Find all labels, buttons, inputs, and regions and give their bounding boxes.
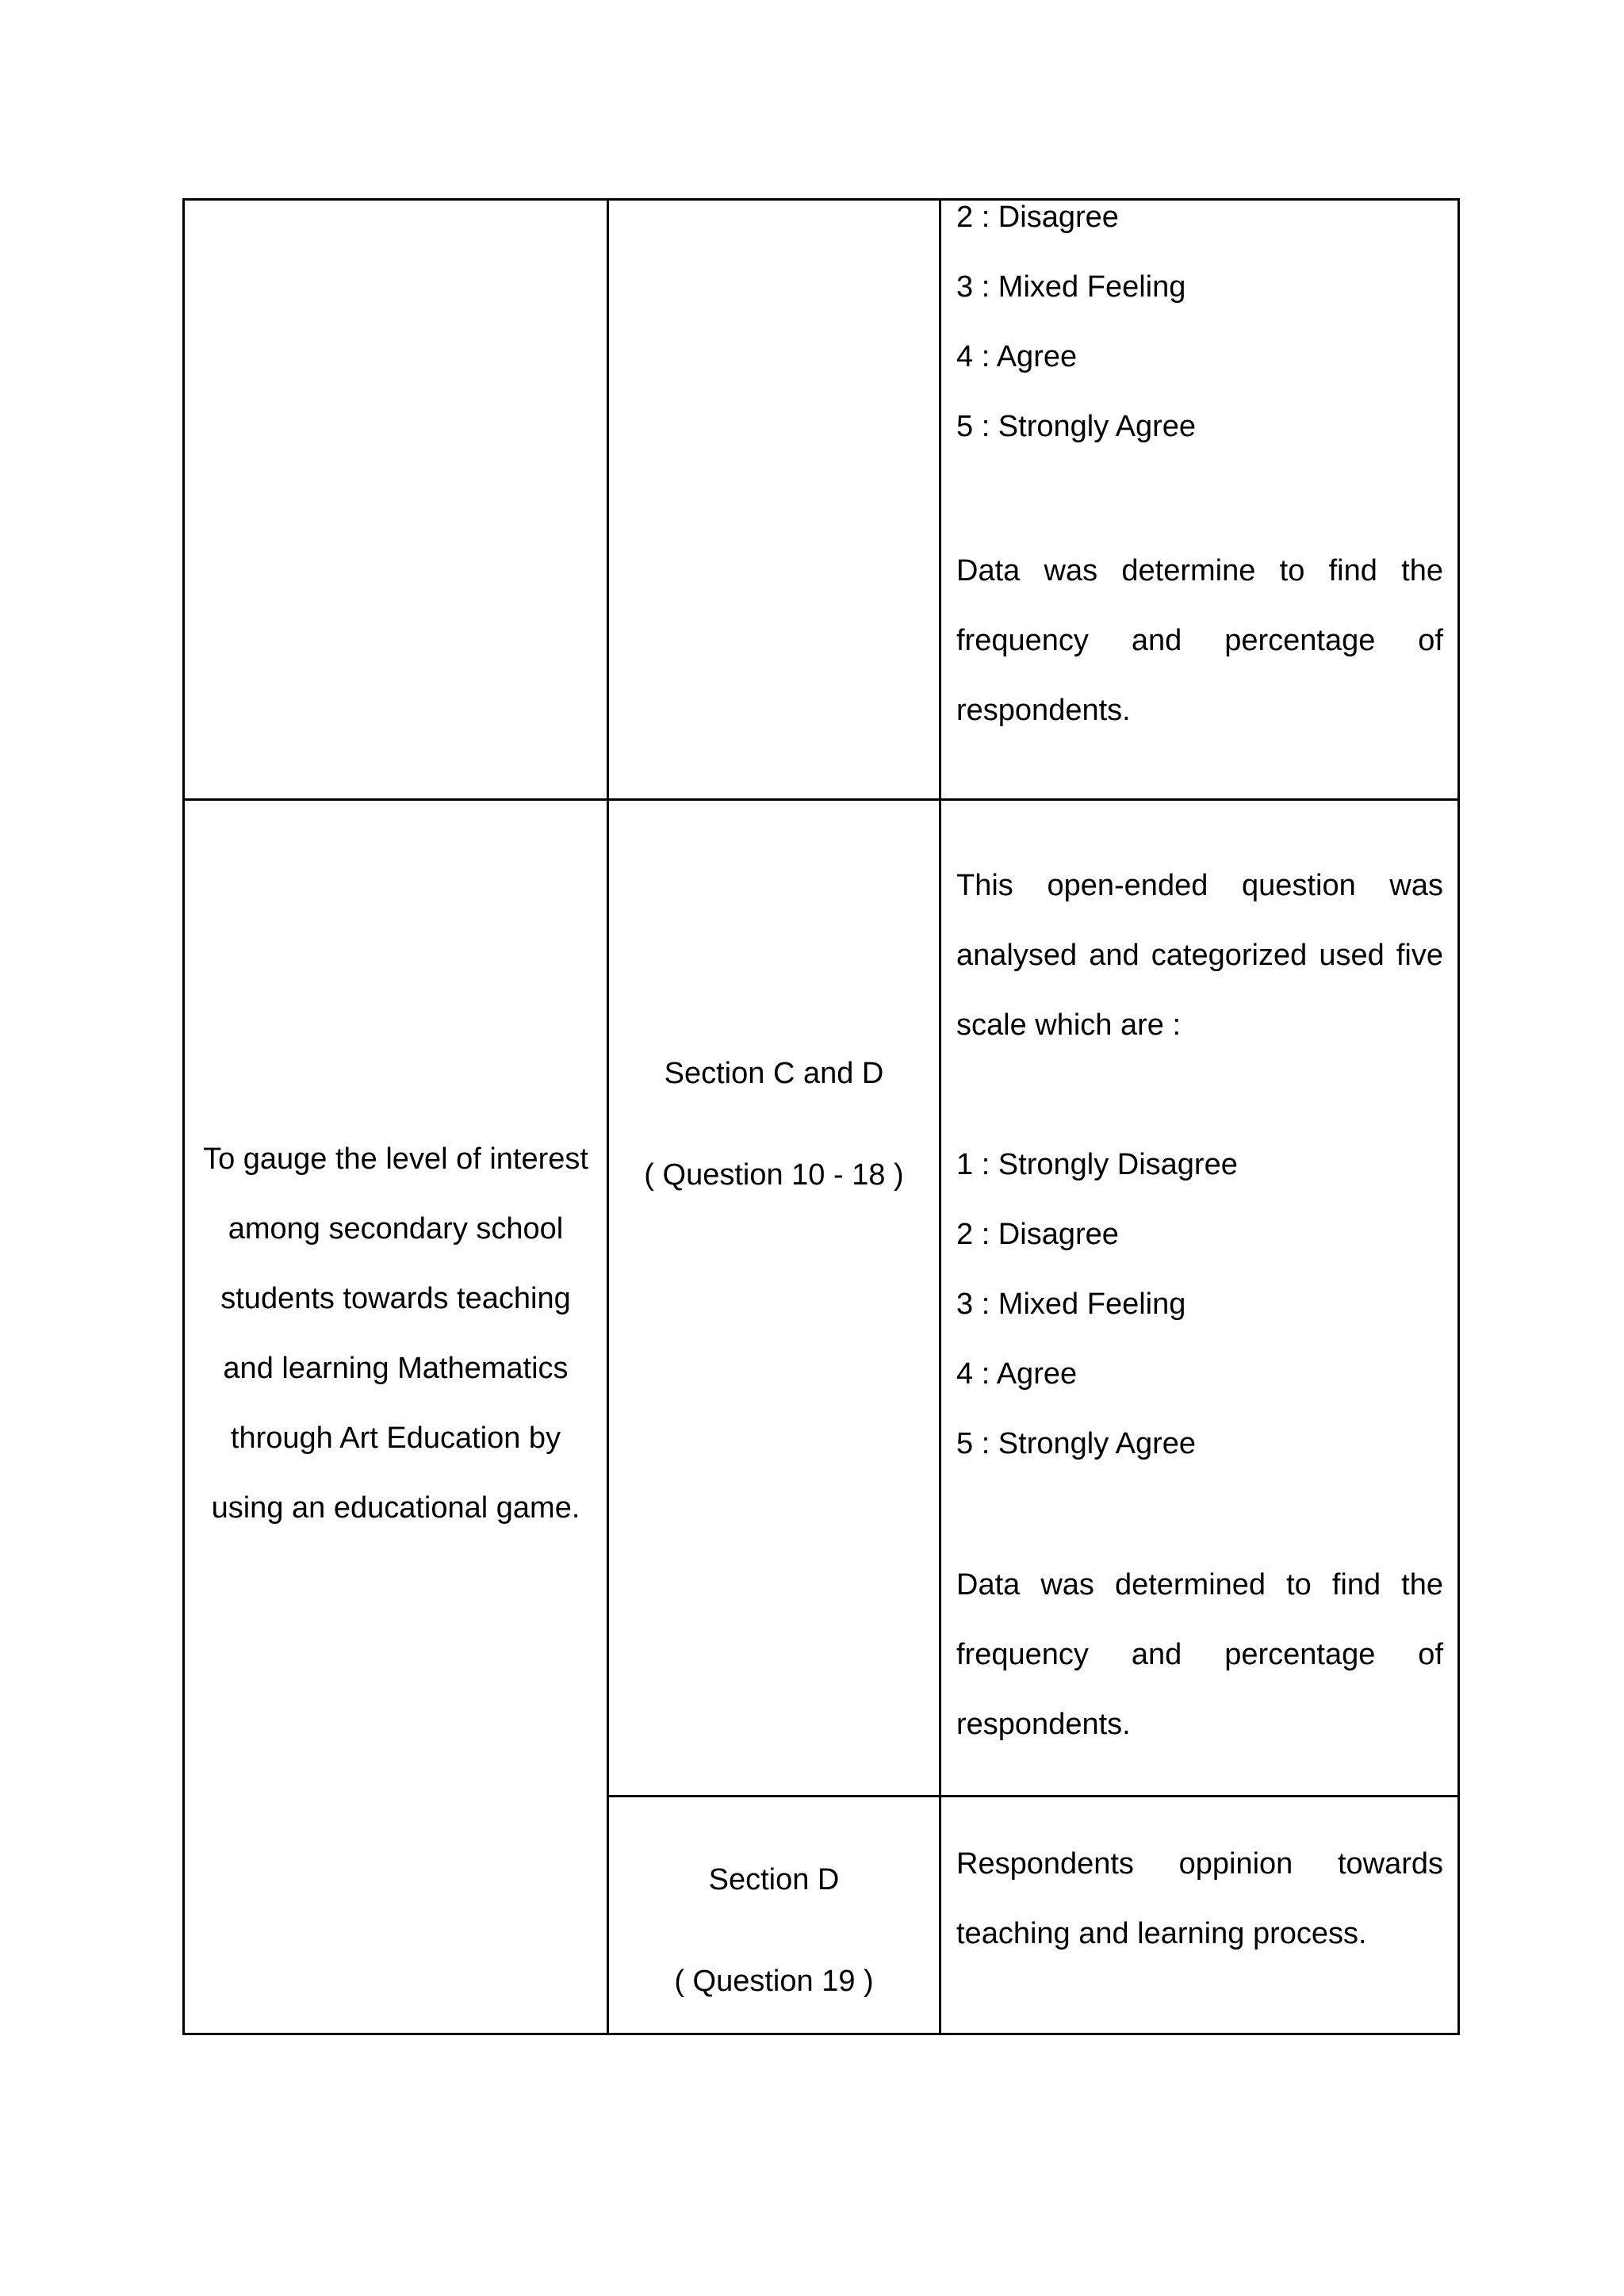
note-line: Data was determined to find the (956, 1568, 1443, 1601)
note-line: respondents. (956, 694, 1131, 727)
scale-item: 2 : Disagree (956, 201, 1119, 234)
objective-line: students towards teaching (220, 1282, 571, 1315)
table-border-right (1457, 198, 1460, 2035)
objective-line: through Art Education by (230, 1422, 561, 1455)
scale-item: 4 : Agree (956, 1357, 1078, 1391)
objective-cell (185, 1124, 607, 1543)
section-c-d-note (956, 1550, 1443, 1759)
scale-item: 4 : Agree (956, 340, 1078, 373)
question-range: ( Question 19 ) (674, 1965, 874, 1998)
description-line: Respondents oppinion towards (956, 1847, 1443, 1881)
section-c-d-cell (609, 1023, 939, 1226)
table-border-bottom (182, 2033, 1460, 2035)
scale-item: 5 : Strongly Agree (956, 410, 1197, 443)
note-line: frequency and percentage of (956, 1638, 1443, 1671)
question-range: ( Question 10 - 18 ) (644, 1158, 904, 1192)
scale-item: 3 : Mixed Feeling (956, 1288, 1186, 1321)
table-border-left (182, 198, 185, 2035)
section-c-d-scale (956, 1130, 1443, 1479)
note-line: frequency and percentage of (956, 624, 1443, 657)
table-subrow-divider (607, 1795, 1460, 1797)
scale-item: 3 : Mixed Feeling (956, 270, 1186, 304)
objective-line: among secondary school (228, 1212, 564, 1246)
note-line: respondents. (956, 1708, 1131, 1741)
objective-line: To gauge the level of interest (203, 1142, 588, 1176)
section-d-description (956, 1829, 1443, 1969)
row1-analysis-note (956, 536, 1443, 745)
section-label: Section C and D (664, 1057, 884, 1090)
section-label: Section D (708, 1863, 840, 1896)
objective-line: and learning Mathematics (223, 1352, 569, 1385)
row1-method-cell (956, 182, 1443, 461)
intro-line: analysed and categorized used five (956, 939, 1443, 972)
intro-line: This open-ended question was (956, 869, 1443, 902)
section-c-d-intro (956, 851, 1443, 1060)
intro-line: scale which are : (956, 1008, 1182, 1042)
objective-line: using an educational game. (211, 1491, 580, 1525)
table-column-divider-2 (939, 198, 941, 2035)
note-line: Data was determine to find the (956, 554, 1443, 587)
section-d-cell (609, 1829, 939, 2032)
description-line: teaching and learning process. (956, 1917, 1367, 1950)
table-row-divider (182, 798, 1460, 801)
scale-item: 1 : Strongly Disagree (956, 1148, 1238, 1181)
scale-item: 2 : Disagree (956, 1218, 1119, 1251)
scale-item: 5 : Strongly Agree (956, 1427, 1197, 1460)
